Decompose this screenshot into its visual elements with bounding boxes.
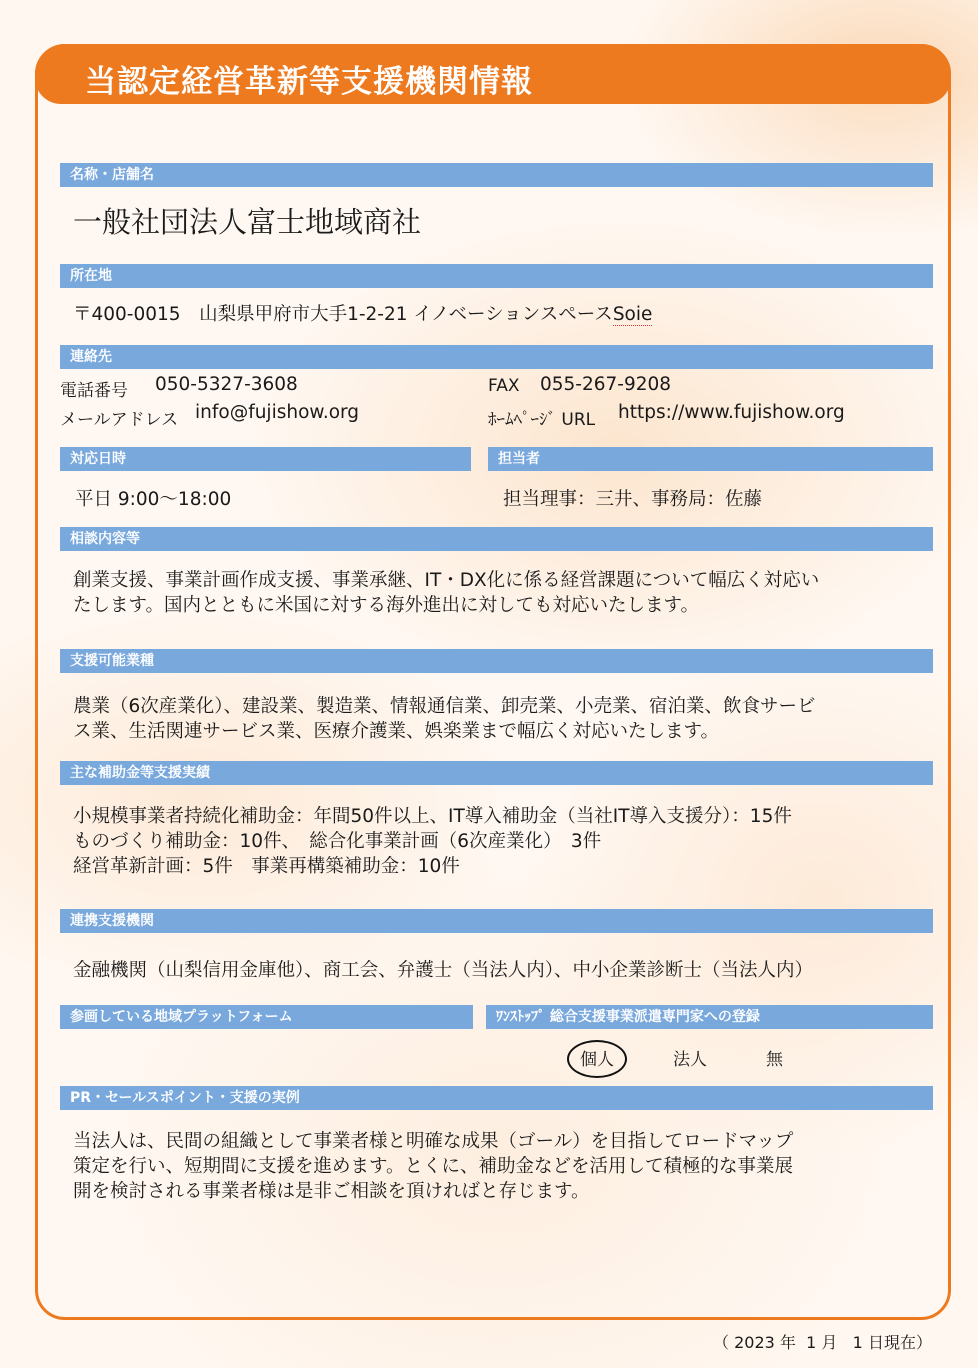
section-header-partners: 連携支援機関 [60, 909, 933, 933]
address-main: 〒400-0015 山梨県甲府市大手1-2-21 イノベーションスペース [73, 304, 613, 325]
date-month-unit: 月 [821, 1333, 838, 1352]
onestop-option-none: 無 [766, 1050, 783, 1070]
as-of-date [713, 1330, 932, 1353]
organization-name: 一般社団法人富士地域商社 [73, 205, 422, 239]
consultation-line: 創業支援、事業計画作成支援、事業承継、IT・DX化に係る経営課題について幅広く対応い [73, 570, 820, 591]
email-value: info@fujishow.org [195, 402, 360, 423]
section-header-platform: 参画している地域プラットフォーム [60, 1005, 473, 1029]
hours-value: 平日 9:00～18:00 [75, 489, 232, 510]
section-header-onestop: ﾜﾝｽﾄｯﾌﾟ 総合支援事業派遣専門家への登録 [486, 1005, 933, 1029]
section-header-contact: 連絡先 [60, 345, 933, 369]
phone-value: 050-5327-3608 [155, 374, 298, 395]
email-label: メールアドレス [60, 410, 179, 430]
section-header-name: 名称・店舗名 [60, 163, 933, 187]
consultation-text [73, 568, 819, 618]
section-header-hours: 対応日時 [60, 447, 471, 471]
results-line: ものづくり補助金：10件、 総合化事業計画（6次産業化） 3件 [73, 831, 602, 852]
consultation-line: たします。国内とともに米国に対する海外進出に対しても対応いたします。 [73, 595, 700, 616]
section-header-pr: PR・セールスポイント・支援の実例 [60, 1086, 933, 1110]
section-header-industries: 支援可能業種 [60, 649, 933, 673]
pr-line: 当法人は、民間の組織として事業者様と明確な成果（ゴール）を目指してロードマップ [73, 1131, 794, 1152]
results-text [73, 804, 792, 879]
date-day-unit: 日現在） [867, 1333, 932, 1352]
pr-line: 開を検討される事業者様は是非ご相談を頂ければと存じます。 [73, 1181, 590, 1202]
date-year: 2023 [734, 1333, 775, 1352]
section-header-consultation: 相談内容等 [60, 527, 933, 551]
address-tail: Soie [612, 304, 653, 325]
industries-line: ス業、生活関連サービス業、医療介護業、娯楽業まで幅広く対応いたします。 [73, 721, 720, 742]
industries-text [73, 694, 816, 744]
person-value: 担当理事：三井、事務局：佐藤 [503, 489, 763, 510]
url-label: ﾎｰﾑﾍﾟｰｼﾞ URL [488, 410, 596, 430]
onestop-option-corporation: 法人 [673, 1050, 707, 1070]
date-month: 1 [806, 1333, 817, 1352]
url-value: https://www.fujishow.org [618, 402, 845, 423]
address-value [73, 300, 652, 326]
section-header-results: 主な補助金等支援実績 [60, 761, 933, 785]
fax-label: FAX [488, 376, 520, 396]
partners-value: 金融機関（山梨信用金庫他）、商工会、弁護士（当法人内）、中小企業診断士（当法人内） [73, 960, 814, 981]
date-open: （ [713, 1333, 730, 1352]
page-title: 当認定経営革新等支援機関情報 [85, 64, 533, 100]
section-header-address: 所在地 [60, 264, 933, 288]
fax-value: 055-267-9208 [540, 374, 672, 395]
industries-line: 農業（6次産業化）、建設業、製造業、情報通信業、卸売業、小売業、宿泊業、飲食サービ [73, 696, 816, 717]
phone-label: 電話番号 [60, 381, 128, 401]
results-line: 小規模事業者持続化補助金：年間50件以上、IT導入補助金（当社IT導入支援分）：15件 [73, 806, 792, 827]
section-header-person: 担当者 [488, 447, 933, 471]
onestop-option-individual: 個人 [580, 1050, 614, 1070]
date-day: 1 [852, 1333, 863, 1352]
pr-text [73, 1129, 793, 1204]
date-year-unit: 年 [779, 1333, 796, 1352]
pr-line: 策定を行い、短期間に支援を進めます。とくに、補助金などを活用して積極的な事業展 [73, 1156, 794, 1177]
results-line: 経営革新計画：5件 事業再構築補助金：10件 [73, 856, 460, 877]
